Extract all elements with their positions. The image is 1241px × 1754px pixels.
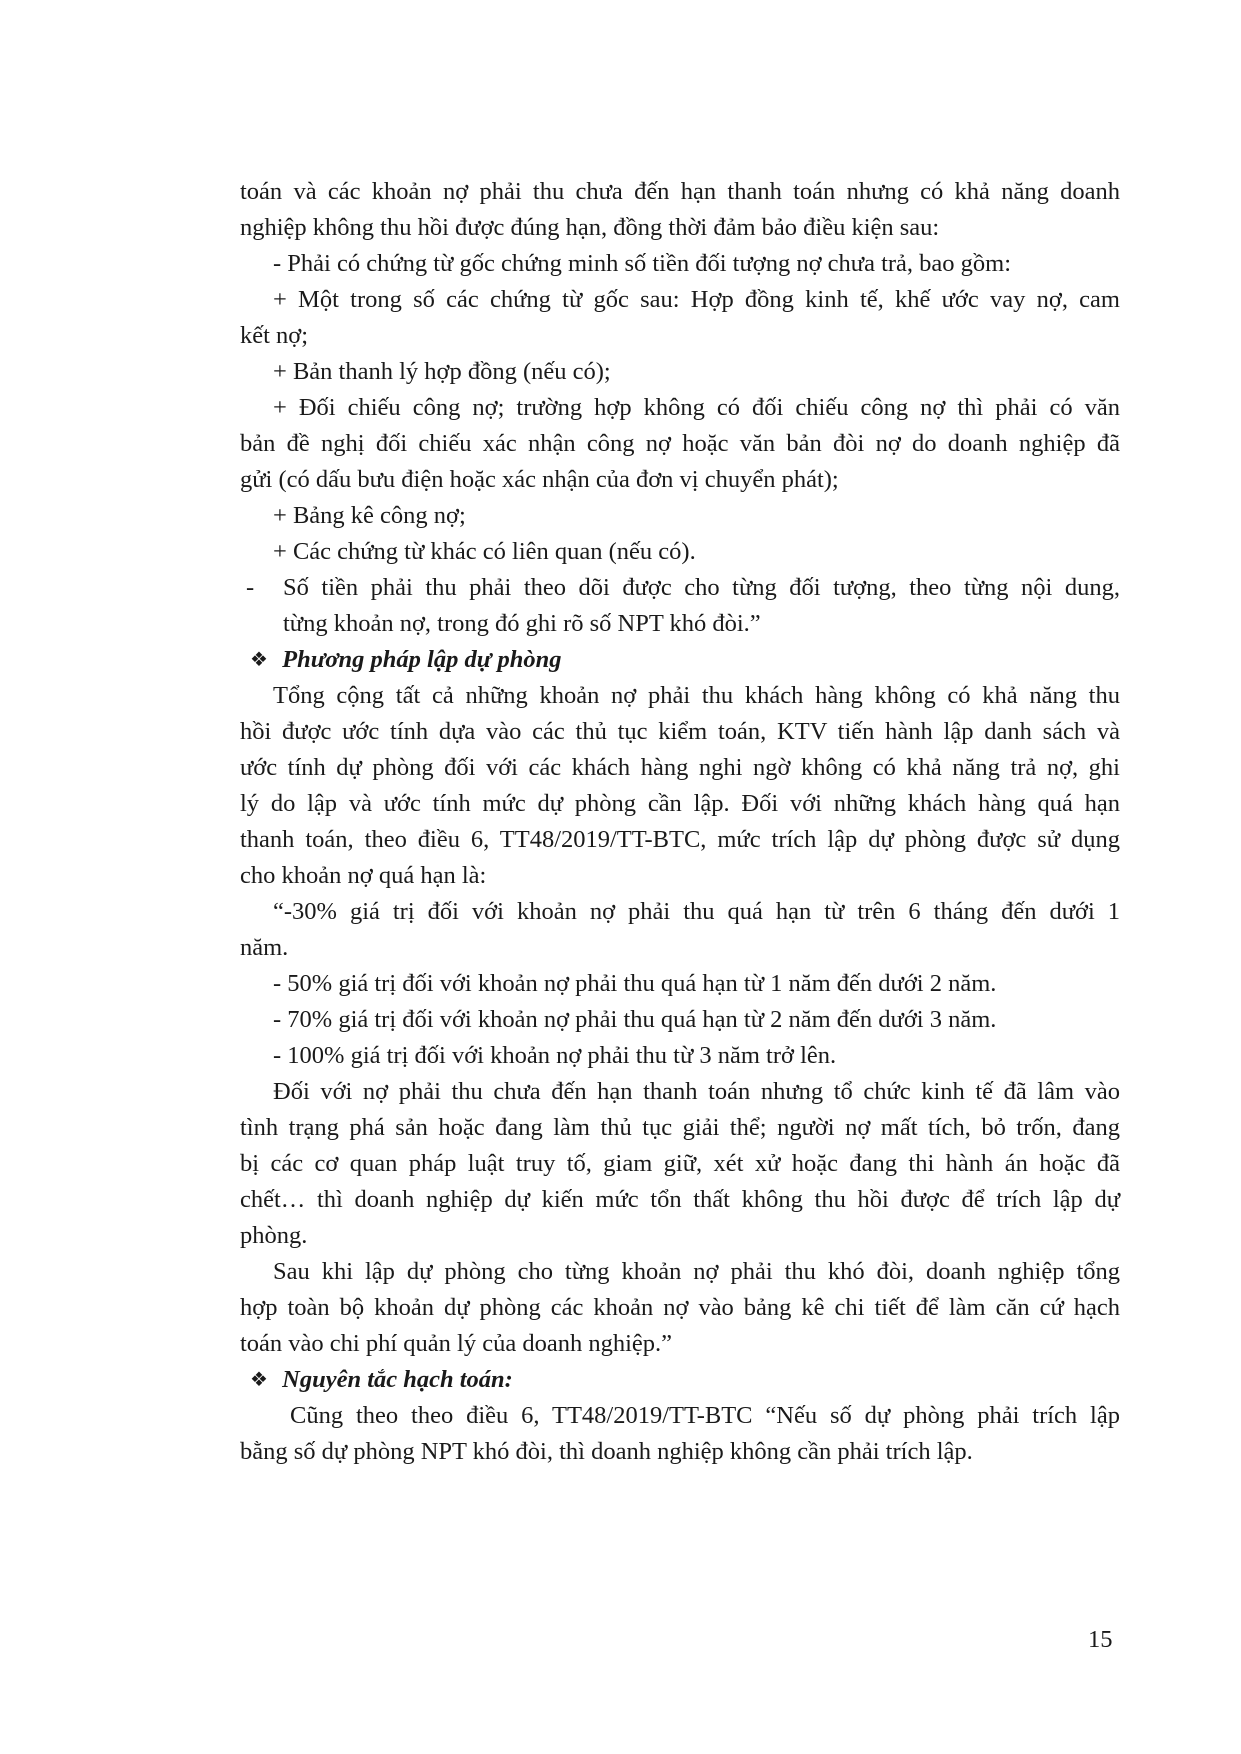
- text-line: Tổng cộng tất cả những khoản nợ phải thu khách hàng không có khả năng thu: [273, 682, 1120, 709]
- text-line: phòng.: [240, 1222, 308, 1249]
- section-heading: [250, 642, 1130, 678]
- diamond-bullet-icon: ❖: [250, 1369, 268, 1391]
- text-line: ước tính dự phòng đối với các khách hàng nghi ngờ không có khả năng trả nợ, ghi: [240, 754, 1120, 781]
- text-line: toán vào chi phí quản lý của doanh nghiệp.”: [240, 1330, 673, 1357]
- text-line: Cũng theo theo điều 6, TT48/2019/TT-BTC “Nếu số dự phòng phải trích lập: [290, 1402, 1120, 1429]
- text-line: Số tiền phải thu phải theo dõi được cho từng đối tượng, theo từng nội dung,: [283, 574, 1120, 601]
- text-line: nghiệp không thu hồi được đúng hạn, đồng thời đảm bảo điều kiện sau:: [240, 214, 940, 241]
- diamond-bullet-icon: ❖: [250, 649, 268, 671]
- text-line: tình trạng phá sản hoặc đang làm thủ tục giải thể; người nợ mất tích, bỏ trốn, đang: [240, 1114, 1120, 1141]
- text-line: bị các cơ quan pháp luật truy tố, giam giữ, xét xử hoặc đang thi hành án hoặc đã: [240, 1150, 1120, 1177]
- text-line: - 50% giá trị đối với khoản nợ phải thu quá hạn từ 1 năm đến dưới 2 năm.: [273, 970, 997, 997]
- text-line: - 100% giá trị đối với khoản nợ phải thu từ 3 năm trở lên.: [273, 1042, 837, 1069]
- text-line: + Bảng kê công nợ;: [273, 502, 466, 529]
- section-heading-text: Nguyên tắc hạch toán:: [282, 1366, 513, 1393]
- text-line: Đối với nợ phải thu chưa đến hạn thanh toán nhưng tổ chức kinh tế đã lâm vào: [273, 1078, 1120, 1105]
- text-line: từng khoản nợ, trong đó ghi rõ số NPT khó đòi.”: [283, 610, 761, 637]
- text-line: thanh toán, theo điều 6, TT48/2019/TT-BTC, mức trích lập dự phòng được sử dụng: [240, 826, 1120, 853]
- text-line: Sau khi lập dự phòng cho từng khoản nợ phải thu khó đòi, doanh nghiệp tổng: [273, 1258, 1120, 1285]
- text-line: năm.: [240, 934, 289, 961]
- text-line: bằng số dự phòng NPT khó đòi, thì doanh nghiệp không cần phải trích lập.: [240, 1438, 973, 1465]
- section-heading-text: Phương pháp lập dự phòng: [282, 646, 562, 673]
- text-line: - Phải có chứng từ gốc chứng minh số tiền đối tượng nợ chưa trả, bao gồm:: [273, 250, 1012, 277]
- text-line: - 70% giá trị đối với khoản nợ phải thu quá hạn từ 2 năm đến dưới 3 năm.: [273, 1006, 997, 1033]
- text-line: + Đối chiếu công nợ; trường hợp không có đối chiếu công nợ thì phải có văn: [273, 394, 1120, 421]
- page-number: 15: [1088, 1626, 1113, 1653]
- text-line: toán và các khoản nợ phải thu chưa đến hạn thanh toán nhưng có khả năng doanh: [240, 178, 1120, 205]
- text-line: cho khoản nợ quá hạn là:: [240, 862, 487, 889]
- text-line: “-30% giá trị đối với khoản nợ phải thu quá hạn từ trên 6 tháng đến dưới 1: [273, 898, 1120, 925]
- text-line: + Một trong số các chứng từ gốc sau: Hợp đồng kinh tế, khế ước vay nợ, cam: [273, 286, 1120, 313]
- text-line: + Bản thanh lý hợp đồng (nếu có);: [273, 358, 611, 385]
- text-line: chết… thì doanh nghiệp dự kiến mức tổn thất không thu hồi được để trích lập dự: [240, 1186, 1120, 1213]
- text-line: gửi (có dấu bưu điện hoặc xác nhận của đơn vị chuyển phát);: [240, 466, 839, 493]
- text-line: hồi được ước tính dựa vào các thủ tục kiểm toán, KTV tiến hành lập danh sách và: [240, 718, 1120, 745]
- text-line: lý do lập và ước tính mức dự phòng cần lập. Đối với những khách hàng quá hạn: [240, 790, 1120, 817]
- list-dash: -: [246, 574, 255, 601]
- text-line: hợp toàn bộ khoản dự phòng các khoản nợ vào bảng kê chi tiết để làm căn cứ hạch: [240, 1294, 1120, 1321]
- text-line: + Các chứng từ khác có liên quan (nếu có).: [273, 538, 696, 565]
- text-line: kết nợ;: [240, 322, 309, 349]
- section-heading: [250, 1362, 1130, 1398]
- text-line: bản đề nghị đối chiếu xác nhận công nợ hoặc văn bản đòi nợ do doanh nghiệp đã: [240, 430, 1120, 457]
